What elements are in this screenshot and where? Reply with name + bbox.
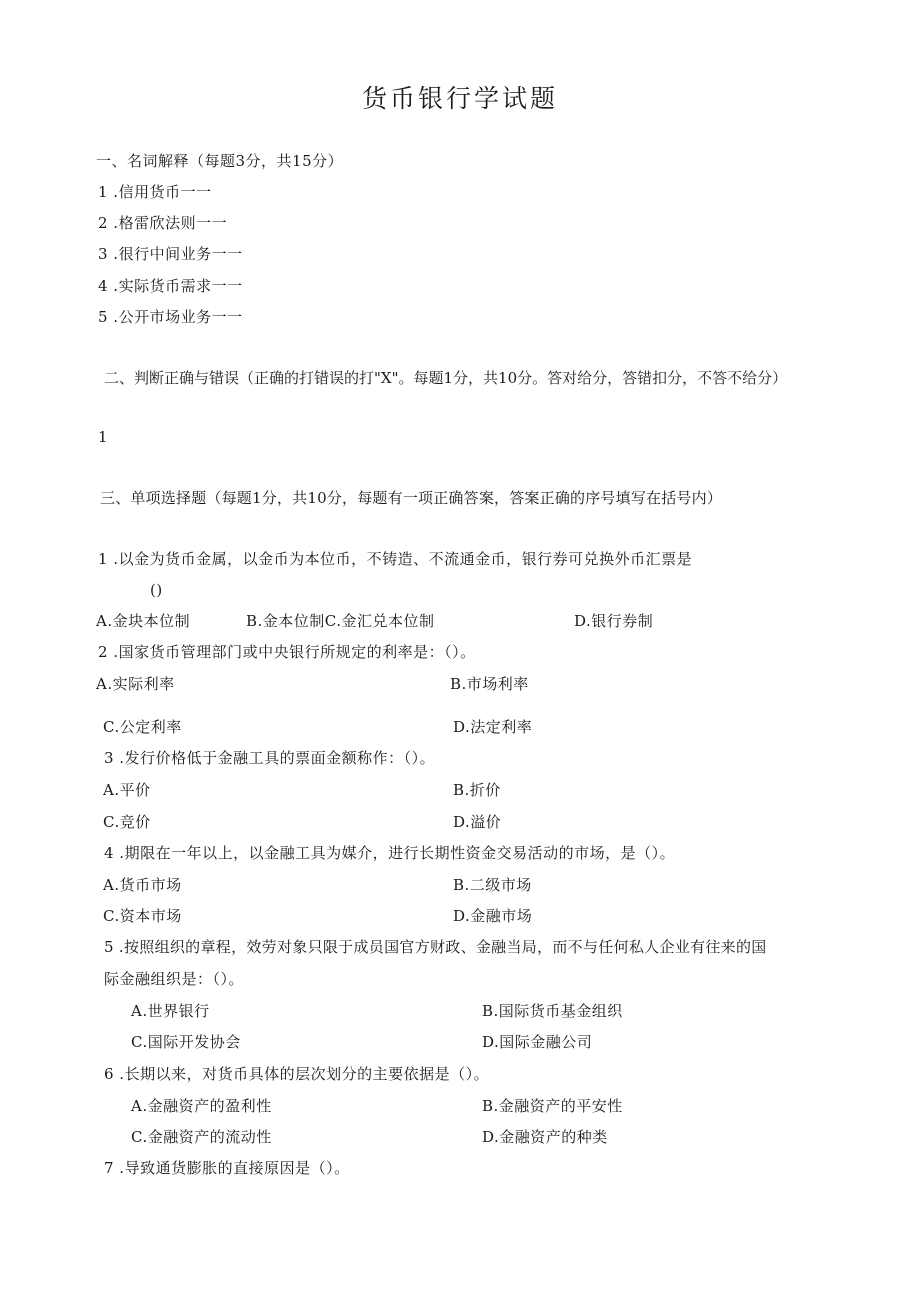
question-3-option-b: B.折价 (453, 781, 501, 799)
question-6-option-a: A.金融资产的盈利性 (131, 1097, 272, 1115)
question-7-stem: 7 .导致通货膨胀的直接原因是（）。 (104, 1159, 350, 1177)
question-5-option-d: D.国际金融公司 (482, 1033, 593, 1051)
question-3-option-c: C.竞价 (103, 813, 151, 831)
question-6-option-c: C.金融资产的流动性 (131, 1128, 272, 1146)
question-2-option-b: B.市场利率 (450, 675, 529, 693)
term-item-3: 3 .很行中间业务一一 (98, 245, 243, 263)
section3-heading: 三、单项选择题（每题1分，共10分，每题有一项正确答案，答案正确的序号填写在括号内） (100, 489, 723, 507)
question-5-stem-cont: 际金融组织是：（）。 (104, 970, 245, 988)
page-title: 货币银行学试题 (361, 84, 558, 113)
question-1-option-bc: B.金本位制C.金汇兑本位制 (246, 612, 435, 630)
judgment-item-1: 1 (98, 428, 109, 446)
question-4-option-a: A.货币市场 (103, 876, 182, 894)
question-6-option-b: B.金融资产的平安性 (482, 1097, 623, 1115)
question-5-option-a: A.世界银行 (131, 1002, 210, 1020)
question-1-stem: 1 .以金为货币金属，以金币为本位币，不铸造、不流通金币，银行券可兑换外币汇票是 (98, 550, 693, 568)
question-5-option-c: C.国际开发协会 (131, 1033, 241, 1051)
term-item-5: 5 .公开市场业务一一 (98, 308, 243, 326)
question-5-option-b: B.国际货币基金组织 (482, 1002, 623, 1020)
question-1-option-d: D.银行券制 (574, 612, 654, 630)
question-2-option-d: D.法定利率 (453, 718, 533, 736)
question-4-option-b: B.二级市场 (453, 876, 532, 894)
question-5-stem: 5 .按照组织的章程，效劳对象只限于成员国官方财政、金融当局，而不与任何私人企业有往来的国 (104, 938, 767, 956)
term-item-4: 4 .实际货币需求一一 (98, 277, 243, 295)
question-4-option-d: D.金融市场 (453, 907, 533, 925)
question-1-option-a: A.金块本位制 (96, 612, 191, 630)
question-2-stem: 2 .国家货币管理部门或中央银行所规定的利率是：（）。 (98, 643, 476, 661)
term-item-2: 2 .格雷欣法则一一 (98, 214, 228, 232)
question-2-option-c: C.公定利率 (103, 718, 182, 736)
question-4-option-c: C.资本市场 (103, 907, 182, 925)
section2-heading: 二、判断正确与错误（正确的打错误的打"X"。每题1分，共10分。答对给分，答错扣分，不答不给分） (104, 369, 788, 387)
question-3-stem: 3 .发行价格低于金融工具的票面金额称作：（）。 (104, 749, 436, 767)
question-6-option-d: D.金融资产的种类 (482, 1128, 608, 1146)
section1-heading: 一、名词解释（每题3分，共15分） (96, 152, 344, 170)
question-6-stem: 6 .长期以来，对货币具体的层次划分的主要依据是（）。 (104, 1065, 490, 1083)
question-2-option-a: A.实际利率 (96, 675, 175, 693)
question-4-stem: 4 .期限在一年以上，以金融工具为媒介，进行长期性资金交易活动的市场，是（）。 (104, 844, 676, 862)
question-1-stem-cont: () (150, 581, 163, 599)
question-3-option-a: A.平价 (103, 781, 151, 799)
question-3-option-d: D.溢价 (453, 813, 502, 831)
term-item-1: 1 .信用货币一一 (98, 183, 212, 201)
